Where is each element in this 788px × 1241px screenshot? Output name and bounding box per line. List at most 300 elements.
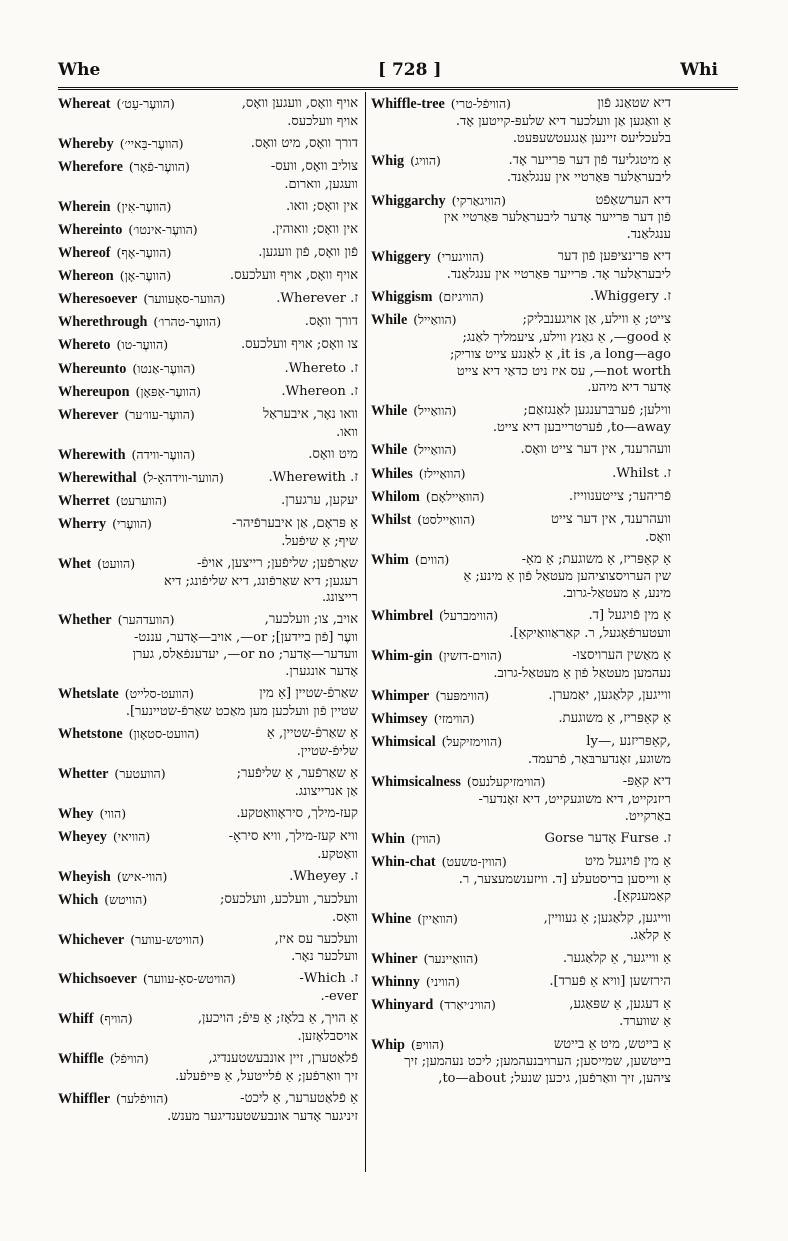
entry-pronunciation: (הוויאי) [112,828,151,844]
entry-headword: Whimper [371,688,430,705]
dictionary-entry [371,831,671,849]
entry-continuation: באַרקייט. [624,808,671,824]
entry-headword: Whig [371,152,405,169]
dictionary-entry [371,608,671,643]
entry-pronunciation: (הווימזי) [433,711,475,727]
dictionary-entry [58,159,358,194]
dictionary-entry [371,951,671,969]
entry-headword: Whine [371,910,412,927]
entry-first-line [58,361,358,379]
entry-definition: צוליב וואָס, וועס- [270,158,358,174]
entry-headword: Whiles [371,465,413,482]
entry-continuation: בלעכליעס זיינען אַנגעטשעפּעט. [512,130,671,146]
dictionary-entry [58,447,358,465]
entry-definition: פֿלאַטערן, זיין אונבעשטענדיג, [208,1051,358,1067]
entry-definition: פֿריהער; צייטענווייז. [568,488,671,504]
entry-definition: מיט וואָס. [308,446,358,462]
entry-continuation: שיף; אַ שיפֿעל. [281,533,358,549]
entry-pronunciation: (הוועֶר-אִין) [116,198,172,214]
entry-headword: Wheresoever [58,291,138,308]
dictionary-entry [58,892,358,927]
entry-definition: ly—, קאַפּריזנע, [586,734,671,750]
entry-definition: אַ מין פֿויגעל מיט [584,853,671,869]
entry-headword: Whereof [58,245,111,262]
dictionary-entry [58,971,358,1006]
dictionary-entry [58,407,358,442]
dictionary-entry [58,470,358,488]
entry-continuation: ליבעראַלער אָד. פּרייער פּאַרטיי אין ענגלאַנד. [446,267,671,283]
entry-first-line [58,159,358,177]
entry-definition: אין וואָס; וואוהין. [271,221,358,237]
entry-headword: Wherethrough [58,314,148,331]
entry-continuation: זיניגער אָדער אונבעשטענדיגער מענש. [167,1108,358,1124]
entry-definition: דורך וואָס. [304,314,358,330]
entry-definition: ווייגען, קלאַגען; אַ געוויין, [543,910,671,926]
entry-continuation: וואָס. [645,529,671,545]
entry-definition: שאַרפֿען; שליפֿען; רייצען, אויפֿ- [196,555,358,571]
entry-pronunciation: (הווין) [410,830,441,846]
entry-first-line [371,854,671,872]
entry-definition: אַ בייטש, מיט אַ בייטש [553,1036,671,1052]
header-right-guideword: Whi [680,60,718,80]
entry-definition: צו וואָס; אויף וועלכעס. [240,337,358,353]
dictionary-entry [371,249,671,284]
entry-definition: אַ מאַשין הערויסצו- [572,648,671,664]
entry-first-line [371,193,671,211]
dictionary-entry [371,512,671,547]
entry-headword: Whim-gin [371,648,433,665]
dictionary-entry [58,96,358,131]
entry-first-line [58,806,358,824]
dictionary-entry [58,806,358,824]
entry-definition: אַ שאַרפֿער, אַ שליפֿער; [236,765,358,781]
entry-pronunciation: (הוועֶר-טהרו׳) [153,314,222,330]
entry-continuation: אָדער דיא מיהע. [587,380,671,396]
entry-continuation: שין הערויסצוציהען מעטאַל פֿון אַ מינע; אַ [463,569,671,585]
entry-definition: אַ קאַפּריז, אַ משוגעת; אַ מאַ- [521,551,671,567]
entry-pronunciation: (הוועֶרי) [112,515,152,531]
entry-first-line [58,291,358,309]
entry-headword: Whereunto [58,360,127,377]
entry-definition: קעז-מילך, סיראָוואַטקע. [236,805,358,821]
entry-headword: Whey [58,805,94,822]
entry-continuation: אָדער אונגערן. [285,663,358,679]
entry-continuation: שטיין פֿון וועלכען מען מאַכט שאַרפֿ-שטיינער]. [125,703,358,719]
entry-first-line [58,766,358,784]
entry-continuation: וועדער—אָדער; or no—, יעדענפֿאַלס, גערן [132,647,358,663]
entry-pronunciation: (הוואַייל) [413,312,457,328]
entry-continuation: not worth—, עס איז ניט כדאַי דיא צייט [456,363,671,379]
header-left-guideword: Whe [58,60,101,80]
entry-continuation: ציהען, זיך וואַרפֿען, גיכען שנעל; to—about, [438,1071,671,1087]
entry-first-line [371,403,671,421]
entry-first-line [371,249,671,267]
entry-first-line [58,337,358,355]
dictionary-entry [371,552,671,603]
entry-continuation: קאַמענקאַ]. [612,888,671,904]
entry-headword: Whilom [371,488,420,505]
entry-continuation: משוגע, זאָנדערבּאַר, פֿרעמד. [527,752,671,768]
entry-first-line [371,774,671,792]
entry-continuation: ever-. [320,989,358,1005]
entry-pronunciation: (הוועֶר-עוו׳ער) [124,406,195,422]
dictionary-entry [371,466,671,484]
entry-pronunciation: (הווין-טשעט) [441,853,507,869]
dictionary-entry [58,314,358,332]
entry-definition: אַ פֿלאַטערער, אַ ליכט- [240,1091,358,1107]
entry-continuation: נעהמען מעטאַל פֿון אַ מעטאַל-גרוב. [493,665,671,681]
entry-first-line [371,153,671,171]
entry-definition: אַ מין פֿויגעל [ד. [588,608,671,624]
entry-headword: While [371,402,408,419]
entry-continuation: פֿון דער פּרייער אָדער ליבעראַלער פּאַרטיי אין [443,210,671,226]
entry-definition: דיא פּרינציפּען פֿון דער [557,249,671,265]
entry-continuation: אויסבלאָזען. [297,1029,358,1045]
entry-continuation: אַ קלאַג. [629,928,671,944]
dictionary-entry [371,774,671,825]
entry-headword: Whereat [58,96,111,112]
entry-continuation: רייצונג. [322,590,358,606]
dictionary-entry [58,1051,358,1086]
dictionary-entry [371,489,671,507]
dictionary-entry [58,726,358,761]
entry-pronunciation: (הוויגיזם) [438,289,484,305]
entry-definition: פֿון וואָס, פֿון וועגען. [258,245,358,261]
entry-headword: Whiffle-tree [371,96,445,112]
entry-pronunciation: (הוויפֿל-טרי) [450,96,512,111]
entry-continuation: אַ שווערד. [619,1014,671,1030]
entry-first-line [58,384,358,402]
dictionary-entry [58,268,358,286]
entry-pronunciation: (הוויפֿל) [109,1051,149,1067]
entry-definition: ז. Wherever. [276,291,358,307]
entry-pronunciation: (הוויף) [99,1011,133,1027]
entry-first-line [371,688,671,706]
entry-first-line [58,1051,358,1069]
entry-pronunciation: (הווים-דזשין) [438,648,502,664]
dictionary-entry [371,997,671,1032]
entry-headword: Wherefore [58,158,123,175]
entry-first-line [58,829,358,847]
entry-pronunciation: (הוועֶר-אינטו׳) [128,221,198,237]
entry-definition: וועלכער עס איז, [274,931,358,947]
entry-definition: ז. Whereto. [284,360,358,376]
entry-headword: Whetstone [58,725,123,742]
entry-first-line [371,512,671,530]
entry-definition: אויף וואָס, אויף וועלכעס. [229,268,358,284]
entry-headword: Whereby [58,135,114,152]
entry-pronunciation: (הוועֶר-ווידה) [131,446,196,462]
entry-continuation: שליפֿ-שטיין. [296,743,358,759]
dictionary-entry [58,384,358,402]
entry-first-line [58,96,358,114]
entry-pronunciation: (הוואַיילז) [418,465,466,481]
entry-pronunciation: (הוואַיילסט) [417,511,476,527]
entry-pronunciation: (הוויטש-סאָ-עווער) [142,971,236,987]
entry-pronunciation: (הוויני) [425,973,460,989]
entry-pronunciation: (הווער-ווידהאָ-ל) [142,469,224,485]
dictionary-entry [58,1011,358,1046]
entry-pronunciation: (הווערעט) [115,492,167,508]
entry-headword: Whip [371,1036,405,1053]
entry-headword: While [371,442,408,459]
entry-headword: Whilst [371,511,412,528]
entry-headword: Whimbrel [371,608,434,625]
dictionary-entry [58,686,358,721]
entry-headword: Whereinto [58,221,123,238]
entry-first-line [371,96,671,114]
entry-pronunciation: (הוועדהער) [117,612,175,628]
entry-definition: דיא קאַפּ- [622,774,671,790]
entry-pronunciation: (הוואַיינער) [423,950,479,966]
column-divider [365,92,366,1172]
entry-first-line [58,556,358,574]
dictionary-entry [371,734,671,769]
entry-pronunciation: (הוויטש) [104,891,148,907]
entry-continuation: אַ good—, אַ גאַנץ ווילע, ציעמליך לאַנג; [462,330,671,346]
entry-pronunciation: (הוועטער) [114,765,166,781]
page-header [58,60,738,84]
entry-continuation: מינע, אַ מעטאַל-גרוב. [562,586,671,602]
entry-pronunciation: (הוויפֿלער) [116,1091,169,1107]
entry-definition: אַ הויך, אַ בלאָז; אַ פּיפֿ; הויכען, [197,1011,358,1027]
dictionary-entry [58,245,358,263]
entry-first-line [58,493,358,511]
entry-first-line [58,971,358,989]
dictionary-entry [58,291,358,309]
entry-definition: וועלכער, וועלכע, וועלכעס; [219,891,358,907]
entry-definition: דיא שטאַנג פֿון [597,96,671,111]
entry-continuation: אויף וועלכעס. [287,113,358,129]
entry-first-line [371,489,671,507]
entry-continuation: אַ וואַגען אַן וועלכער דיא שלעפּ-קייטען אָד. [455,113,671,129]
entry-definition: אין וואָס; וואו. [286,198,358,214]
entry-first-line [371,312,671,330]
dictionary-entry [58,869,358,887]
dictionary-entry [371,1037,671,1088]
entry-headword: Whiggism [371,289,433,306]
entry-definition: אַ שאַרפֿ-שטיין, אַ [266,725,358,741]
entry-headword: Whichever [58,931,125,948]
entry-pronunciation: (הוויפּ) [410,1036,445,1052]
left-column [58,96,358,1131]
entry-definition: דיא הערשאַפֿט [595,192,671,208]
entry-continuation: to—away, פֿערטרייבען דיא צייט. [492,420,671,436]
entry-definition: אַ דעגען, אַ שפּאַגע, [569,996,671,1012]
entry-pronunciation: (הוועט) [97,555,136,571]
dictionary-entry [371,96,671,147]
entry-headword: Whinyard [371,996,434,1013]
entry-definition: וויא קעז-מילך, וויא סיראָ- [228,828,358,844]
entry-continuation: וועלכער נאָר. [291,949,358,965]
entry-continuation: אַן אנרייצונג. [294,783,358,799]
dictionary-entry [58,556,358,607]
dictionary-entry [371,974,671,992]
dictionary-entry [58,493,358,511]
entry-headword: Whiggery [371,249,431,266]
entry-first-line [371,289,671,307]
entry-headword: Whimsical [371,734,436,751]
entry-definition: ז. Whiggery. [590,289,671,305]
header-rule [58,87,738,90]
dictionary-entry [371,153,671,188]
dictionary-entry [371,289,671,307]
entry-headword: Whiffle [58,1051,104,1068]
dictionary-entry [58,337,358,355]
entry-headword: Whereupon [58,383,130,400]
entry-continuation: ריזנקייט, דיא משוגעקייט, דיא זאָנדער- [478,791,671,807]
entry-pronunciation: (הוויג) [410,152,441,168]
entry-first-line [58,314,358,332]
entry-headword: Whinny [371,973,420,990]
dictionary-entry [371,312,671,397]
entry-definition: שאַרפֿ-שטיין [אַ מין [259,685,358,701]
entry-definition: אַ מיטגליעד פֿון דער פּרייער אָד. [508,152,671,168]
entry-headword: Whim [371,551,409,568]
entry-definition: אויב, צו; וועלכער, [264,612,358,628]
entry-pronunciation: (הוואַייל) [413,402,457,418]
entry-definition: ז. Wherewith. [268,469,358,485]
entry-headword: Whether [58,612,112,629]
entry-pronunciation: (הוועֶר-אָף) [116,245,172,261]
entry-pronunciation: (הוויטש-עווער) [130,931,205,947]
entry-first-line [371,911,671,929]
entry-headword: Wheyey [58,828,107,845]
dictionary-entry [371,442,671,460]
dictionary-entry [58,1091,358,1126]
entry-headword: Whereto [58,337,111,354]
entry-definition: אַ קאַפּריז, אַ משוגעת. [558,711,671,727]
entry-definition: ז. Wheyey. [289,868,358,884]
entry-definition: Gorse אָדער Furse .ז [544,830,671,846]
entry-headword: Wherret [58,492,110,509]
dictionary-entry [371,193,671,244]
entry-first-line [58,407,358,425]
entry-first-line [58,686,358,704]
entry-pronunciation: (הווימברעל) [439,608,499,624]
entry-headword: Wherein [58,198,111,215]
entry-headword: Wherever [58,406,119,423]
entry-definition: ווייגען, קלאַגען, יאַמערן. [548,688,671,704]
entry-pronunciation: (הוואַיין) [417,910,458,926]
entry-pronunciation: (הוואַיילאָם) [425,488,485,504]
dictionary-entry [58,222,358,240]
entry-first-line [58,447,358,465]
dictionary-entry [371,648,671,683]
entry-pronunciation: (הווים) [414,551,450,567]
entry-definition: הירזשען [וויא אַ פֿערד]. [549,973,671,989]
entry-definition: צייט; אַ ווילע, אַן אויגענבליק; [522,312,671,328]
entry-continuation: וואַטקע. [317,846,358,862]
dictionary-entry [58,516,358,551]
entry-headword: Whiff [58,1011,94,1028]
entry-definition: ז. Which- [299,971,358,987]
entry-first-line [371,734,671,752]
entry-definition: אויף וואָס, וועגען וואָס, [241,96,358,111]
entry-headword: Wherewith [58,446,126,463]
entry-definition: אַ ווייגער, אַ קלאַגער. [562,950,671,966]
entry-definition: וועהרענד, אין דער צייט [551,511,671,527]
entry-continuation: רעגען; דיא שאַרפֿונג, דיא שליפֿונג; דיא [163,573,358,589]
dictionary-entry [58,766,358,801]
entry-headword: Whiffler [58,1091,111,1108]
entry-pronunciation: (הווימפּער) [435,688,490,704]
entry-pronunciation: (הוועֶר-פֿאָר) [128,158,190,174]
entry-pronunciation: (הוועט-סטאָון) [128,725,200,741]
entry-continuation: וועטערפֿאָגעל, ר. קאַראַוואַיקאַ]. [509,626,671,642]
entry-continuation: בייטשען, שמייסען; הערויבנעהמען; ליכט נעהמען; זיך [404,1054,671,1070]
entry-headword: Whereon [58,268,114,285]
entry-definition: ז. Whereon. [281,383,358,399]
entry-first-line [371,1037,671,1055]
entry-headword: Wheyish [58,868,111,885]
entry-first-line [58,869,358,887]
entry-headword: Wherry [58,515,107,532]
entry-headword: Whiner [371,950,418,967]
entry-headword: Whin-chat [371,853,436,870]
entry-continuation: וואו. [336,424,358,440]
entry-continuation: ענגלאַנד. [626,227,671,243]
entry-headword: Whimsey [371,711,428,728]
entry-pronunciation: (הווי) [99,805,127,821]
dictionary-entry [371,711,671,729]
entry-pronunciation: (הוועֶר-בַּאיי׳) [119,135,184,151]
entry-first-line [371,442,671,460]
entry-headword: Wherewithal [58,469,137,486]
dictionary-entry [58,612,358,680]
entry-definition: אַ פּראָם, אַן איבערפֿיהר- [231,515,358,531]
entry-first-line [58,1011,358,1029]
dictionary-entry [58,932,358,967]
dictionary-entry [58,136,358,154]
entry-headword: Whet [58,555,92,572]
entry-headword: Whetter [58,765,109,782]
entry-pronunciation: (הווינ׳יאַרד) [439,996,496,1012]
page-number: [ 728 ] [378,60,442,80]
entry-headword: Whetslate [58,685,119,702]
entry-first-line [58,222,358,240]
entry-pronunciation: (הוועֶר-אַפּאָן) [135,383,202,399]
entry-first-line [58,470,358,488]
entry-pronunciation: (הוועֶר-טו) [116,337,169,353]
entry-continuation: it is ,a long—ago, אַ לאַנגע צייט צוריק; [449,346,671,362]
entry-definition: וואו נאָר, איבעראַל [262,406,358,422]
dictionary-entry [371,403,671,438]
entry-continuation: וועגען, ווארום. [284,176,358,192]
entry-first-line [371,951,671,969]
entry-headword: Whimsicalness [371,774,461,791]
entry-definition: יעקען, ערגערן. [281,492,358,508]
dictionary-entry [371,854,671,905]
entry-pronunciation: (הוועֶר-אַנטו) [132,360,196,376]
entry-first-line [371,552,671,570]
entry-first-line [58,612,358,630]
entry-first-line [58,268,358,286]
entry-headword: Whichsoever [58,971,137,988]
entry-first-line [371,711,671,729]
entry-first-line [371,608,671,626]
entry-continuation: ליבעראַלער פּאַרטיי אין ענגלאַנד. [506,170,671,186]
entry-headword: Whiggarchy [371,192,446,209]
entry-continuation: זיך וואַרפֿען; אַ פֿלייטעל, אַ פּייפֿעלע. [175,1069,358,1085]
entry-headword: Which [58,891,99,908]
entry-continuation: וועֶר [פֿון ביידען]; or—, אויב—אָדער, עננט- [133,630,358,646]
dictionary-entry [58,361,358,379]
entry-first-line [58,726,358,744]
entry-first-line [58,516,358,534]
dictionary-entry [371,911,671,946]
entry-first-line [371,648,671,666]
